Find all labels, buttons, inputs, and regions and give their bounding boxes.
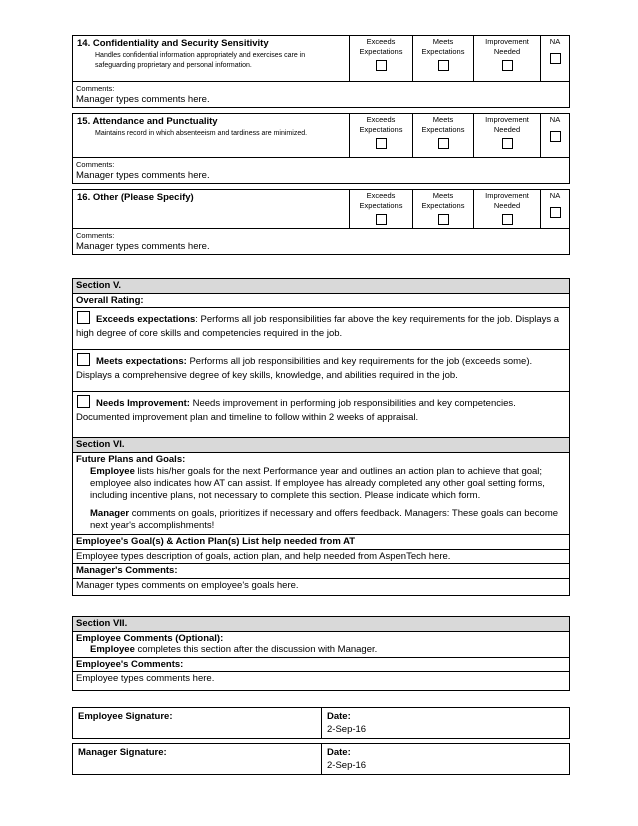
rating-label: Expectations xyxy=(359,47,403,56)
rating-label: NA xyxy=(549,191,561,200)
rating-option-text: Performs all job responsibilities and key requirements for the job (exceeds some). Displays a comprehensive degree of key skills, knowledge, and abilities required in the job. xyxy=(76,356,533,381)
manager-date-field[interactable] xyxy=(322,744,570,775)
rating-improvement-cell xyxy=(474,190,541,229)
manager-comments-label: Manager's Comments: xyxy=(73,564,570,579)
rating-label: Improvement xyxy=(485,191,529,200)
rating-option-meets xyxy=(73,350,570,392)
date-value: 2-Sep-16 xyxy=(327,724,367,735)
rating-label: Improvement xyxy=(485,37,529,46)
rating-option-label: Exceeds expectations xyxy=(96,314,196,325)
section-7-table xyxy=(72,616,570,691)
exceeds-checkbox[interactable] xyxy=(376,60,387,71)
date-value: 2-Sep-16 xyxy=(327,760,367,771)
rating-label: Meets xyxy=(432,115,454,124)
rating-label: Exceeds xyxy=(366,115,396,124)
criterion-description: Handles confidential information appropriately and exercises care in safeguarding proprietary and personal information. xyxy=(95,52,306,69)
exceeds-checkbox[interactable] xyxy=(376,138,387,149)
instruction-label: Employee xyxy=(90,466,135,477)
rating-label: Exceeds xyxy=(366,191,396,200)
date-label: Date: xyxy=(327,747,351,758)
rating-label: Exceeds xyxy=(366,37,396,46)
rating-option-label: Meets expectations: xyxy=(96,356,187,367)
comment-label: Comments: xyxy=(76,231,115,240)
rating-label: Improvement xyxy=(485,115,529,124)
rating-option-needs-improvement xyxy=(73,392,570,439)
criterion-title-cell xyxy=(73,190,350,229)
section-header: Section VII. xyxy=(73,617,570,632)
rating-exceeds-cell xyxy=(350,36,413,82)
employee-instructions xyxy=(76,644,566,656)
rating-meets-cell xyxy=(413,190,474,229)
employee-date-field[interactable] xyxy=(322,708,570,739)
criterion-16-table xyxy=(72,189,570,255)
improvement-checkbox[interactable] xyxy=(502,138,513,149)
criterion-14-table xyxy=(72,35,570,108)
instruction-label: Manager xyxy=(90,508,130,519)
rating-option-label: Needs Improvement: xyxy=(96,398,190,409)
rating-label: Expectations xyxy=(359,201,403,210)
instruction-label: Employee xyxy=(90,644,135,655)
improvement-checkbox[interactable] xyxy=(502,214,513,225)
manager-signature-field[interactable] xyxy=(73,744,322,775)
rating-improvement-cell xyxy=(474,114,541,158)
section-header: Section VI. xyxy=(73,438,570,453)
employee-comments-text[interactable]: Employee types comments here. xyxy=(73,672,570,691)
rating-exceeds-cell xyxy=(350,190,413,229)
section-header: Section V. xyxy=(73,279,570,294)
meets-checkbox[interactable] xyxy=(438,60,449,71)
comment-text[interactable]: Manager types comments here. xyxy=(76,94,210,105)
instruction-text: comments on goals, prioritizes if necessary and offers feedback. Managers: These goals can become next year's accomplishments! xyxy=(90,508,559,531)
comment-label: Comments: xyxy=(76,160,115,169)
meets-checkbox[interactable] xyxy=(438,138,449,149)
meets-checkbox[interactable] xyxy=(438,214,449,225)
criterion-15-table xyxy=(72,113,570,184)
rating-label: NA xyxy=(549,115,561,124)
comment-cell[interactable] xyxy=(73,82,570,108)
comment-cell[interactable] xyxy=(73,158,570,184)
rating-label: Meets xyxy=(432,191,454,200)
criterion-description: Maintains record in which absenteeism and tardiness are minimized. xyxy=(95,130,308,137)
rating-label: Expectations xyxy=(359,125,403,134)
rating-improvement-cell xyxy=(474,36,541,82)
comment-cell[interactable] xyxy=(73,229,570,255)
exceeds-checkbox[interactable] xyxy=(376,214,387,225)
section-subheader: Future Plans and Goals: xyxy=(76,453,186,465)
criterion-title-cell xyxy=(73,114,350,158)
rating-label: Needed xyxy=(493,125,521,134)
rating-na-cell xyxy=(541,190,570,229)
criterion-title: 15. Attendance and Punctuality xyxy=(77,116,218,127)
comment-label: Comments: xyxy=(76,84,115,93)
criterion-title: 14. Confidentiality and Security Sensitivity xyxy=(77,38,269,49)
comment-text[interactable]: Manager types comments here. xyxy=(76,170,210,181)
na-checkbox[interactable] xyxy=(550,131,561,142)
rating-label: Needed xyxy=(493,47,521,56)
criterion-title-cell xyxy=(73,36,350,82)
rating-label: Expectations xyxy=(421,201,465,210)
rating-meets-cell xyxy=(413,36,474,82)
section-subheader: Overall Rating: xyxy=(73,293,570,308)
date-label: Date: xyxy=(327,711,351,722)
instruction-text: lists his/her goals for the next Performance year and outlines an action plan to achieve that goal; employee also indicates how AT can assist. If employee has already completed any other goal setting forms, including incentive plans, not necessary to complete this section. Please indicate which form. xyxy=(90,466,545,501)
rating-meets-cell xyxy=(413,114,474,158)
manager-signature-label: Manager Signature: xyxy=(78,747,167,758)
section-5-table xyxy=(72,278,570,439)
improvement-checkbox[interactable] xyxy=(502,60,513,71)
rating-na-cell xyxy=(541,114,570,158)
exceeds-checkbox[interactable] xyxy=(77,311,90,324)
instruction-text: completes this section after the discussion with Manager. xyxy=(134,644,378,655)
rating-label: NA xyxy=(549,37,561,46)
goals-label: Employee's Goal(s) & Action Plan(s) List help needed from AT xyxy=(73,535,570,550)
rating-label: Expectations xyxy=(421,125,465,134)
criterion-title: 16. Other (Please Specify) xyxy=(77,192,194,203)
future-plans-cell xyxy=(73,452,570,535)
rating-label: Needed xyxy=(493,201,521,210)
rating-exceeds-cell xyxy=(350,114,413,158)
manager-comments-text[interactable]: Manager types comments on employee's goals here. xyxy=(73,578,570,595)
rating-label: Expectations xyxy=(421,47,465,56)
manager-instructions xyxy=(90,508,566,532)
needs-improvement-checkbox[interactable] xyxy=(77,395,90,408)
na-checkbox[interactable] xyxy=(550,207,561,218)
rating-label: Meets xyxy=(432,37,454,46)
employee-instructions xyxy=(90,466,566,502)
employee-signature-field[interactable] xyxy=(73,708,322,739)
employee-comments-label: Employee's Comments: xyxy=(73,657,570,672)
comment-text[interactable]: Manager types comments here. xyxy=(76,241,210,252)
rating-option-text: : Performs all job responsibilities far above the key requirements for the job. Displays a high degree of core skills and competencies required in the job. xyxy=(76,314,560,339)
meets-checkbox[interactable] xyxy=(77,353,90,366)
employee-comments-optional-cell xyxy=(73,631,570,657)
rating-option-exceeds xyxy=(73,308,570,350)
rating-na-cell xyxy=(541,36,570,82)
goals-text[interactable]: Employee types description of goals, action plan, and help needed from AspenTech here. xyxy=(73,549,570,564)
manager-signature-table xyxy=(72,743,570,775)
section-subheader: Employee Comments (Optional): xyxy=(76,632,224,644)
employee-signature-label: Employee Signature: xyxy=(78,711,173,722)
na-checkbox[interactable] xyxy=(550,53,561,64)
section-6-table xyxy=(72,437,570,596)
employee-signature-table xyxy=(72,707,570,739)
rating-option-text: Needs improvement in performing job responsibilities and key competencies. Documented improvement plan and timeline to follow within 2 weeks of appraisal. xyxy=(76,398,516,423)
